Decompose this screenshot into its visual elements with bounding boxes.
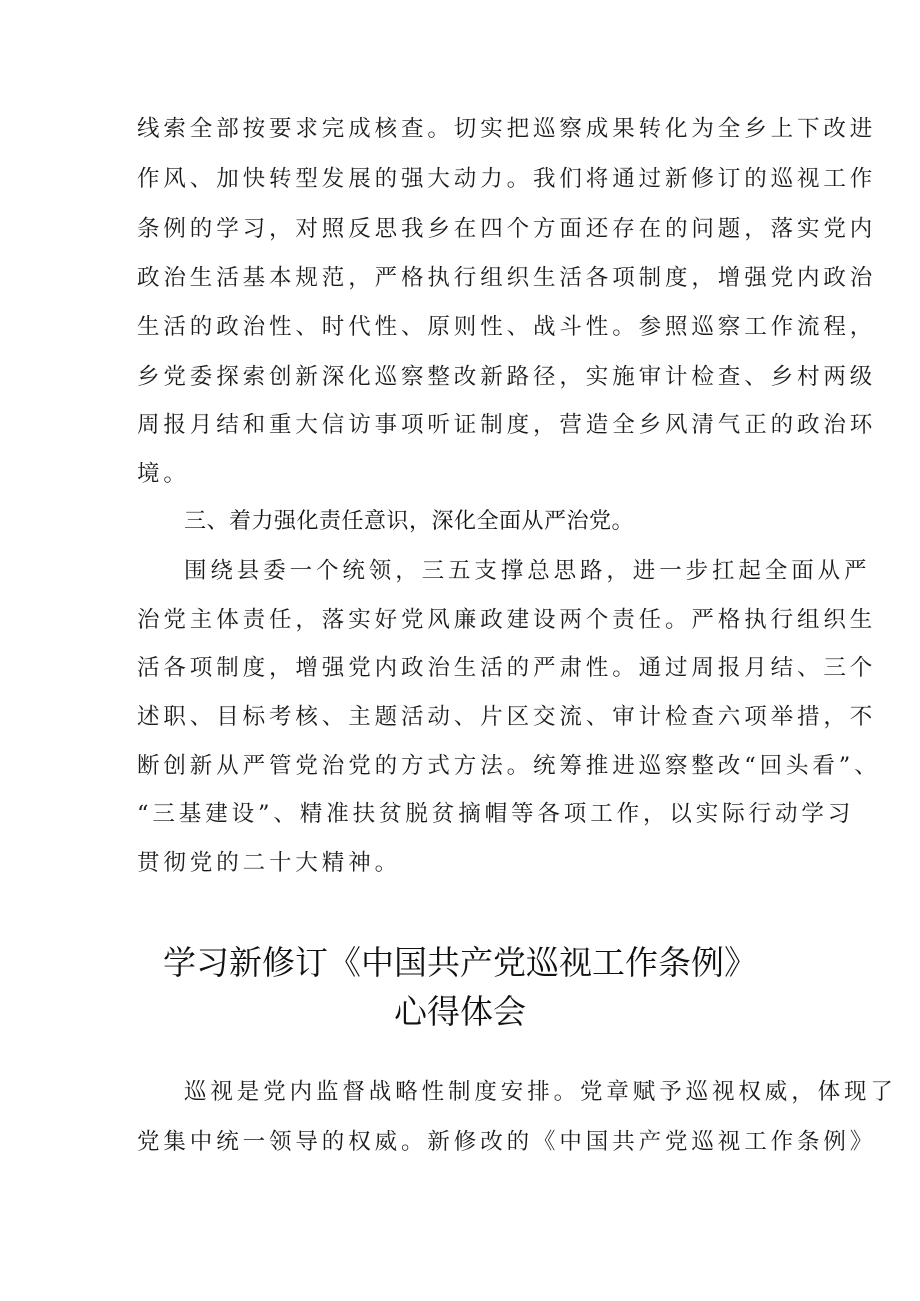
paragraph-line: 贯彻党的二十大精神。 bbox=[137, 850, 402, 876]
paragraph-line: 乡党委探索创新深化巡察整改新路径，实施审计检查、乡村两级 bbox=[137, 364, 877, 390]
paragraph-line: 围绕县委一个统领，三五支撑总思路，进一步扛起全面从严 bbox=[184, 558, 871, 584]
paragraph-line: 党集中统一领导的权威。新修改的《中国共产党巡视工作条例》 bbox=[137, 1129, 877, 1155]
paragraph-line: 周报月结和重大信访事项听证制度，营造全乡风清气正的政治环 bbox=[137, 412, 877, 438]
paragraph-line: 治党主体责任，落实好党风廉政建设两个责任。严格执行组织生 bbox=[137, 607, 877, 633]
paragraph-line: 述职、目标考核、主题活动、片区交流、审计检查六项举措，不 bbox=[137, 704, 877, 730]
paragraph-line: 作风、加快转型发展的强大动力。我们将通过新修订的巡视工作 bbox=[137, 166, 877, 192]
article-subtitle: 心得体会 bbox=[394, 992, 526, 1031]
paragraph-line: 线索全部按要求完成核查。切实把巡察成果转化为全乡上下改进 bbox=[137, 116, 877, 142]
paragraph-line: 巡视是党内监督战略性制度安排。党章赋予巡视权威，体现了 bbox=[184, 1079, 897, 1105]
paragraph-line: 境。 bbox=[137, 461, 190, 487]
paragraph-line: 活各项制度，增强党内政治生活的严肃性。通过周报月结、三个 bbox=[137, 655, 877, 681]
paragraph-line: “三基建设”、精准扶贫脱贫摘帽等各项工作，以实际行动学习 bbox=[137, 801, 855, 827]
section-heading: 三、着力强化责任意识，深化全面从严治党。 bbox=[184, 509, 635, 534]
paragraph-line: 断创新从严管党治党的方式方法。统筹推进巡察整改“回头看”、 bbox=[137, 753, 881, 779]
article-title: 学习新修订《中国共产党巡视工作条例》 bbox=[163, 943, 757, 982]
paragraph-line: 政治生活基本规范，严格执行组织生活各项制度，增强党内政治 bbox=[137, 265, 877, 291]
paragraph-line: 条例的学习，对照反思我乡在四个方面还存在的问题，落实党内 bbox=[137, 216, 877, 242]
paragraph-line: 生活的政治性、时代性、原则性、战斗性。参照巡察工作流程， bbox=[137, 314, 877, 340]
